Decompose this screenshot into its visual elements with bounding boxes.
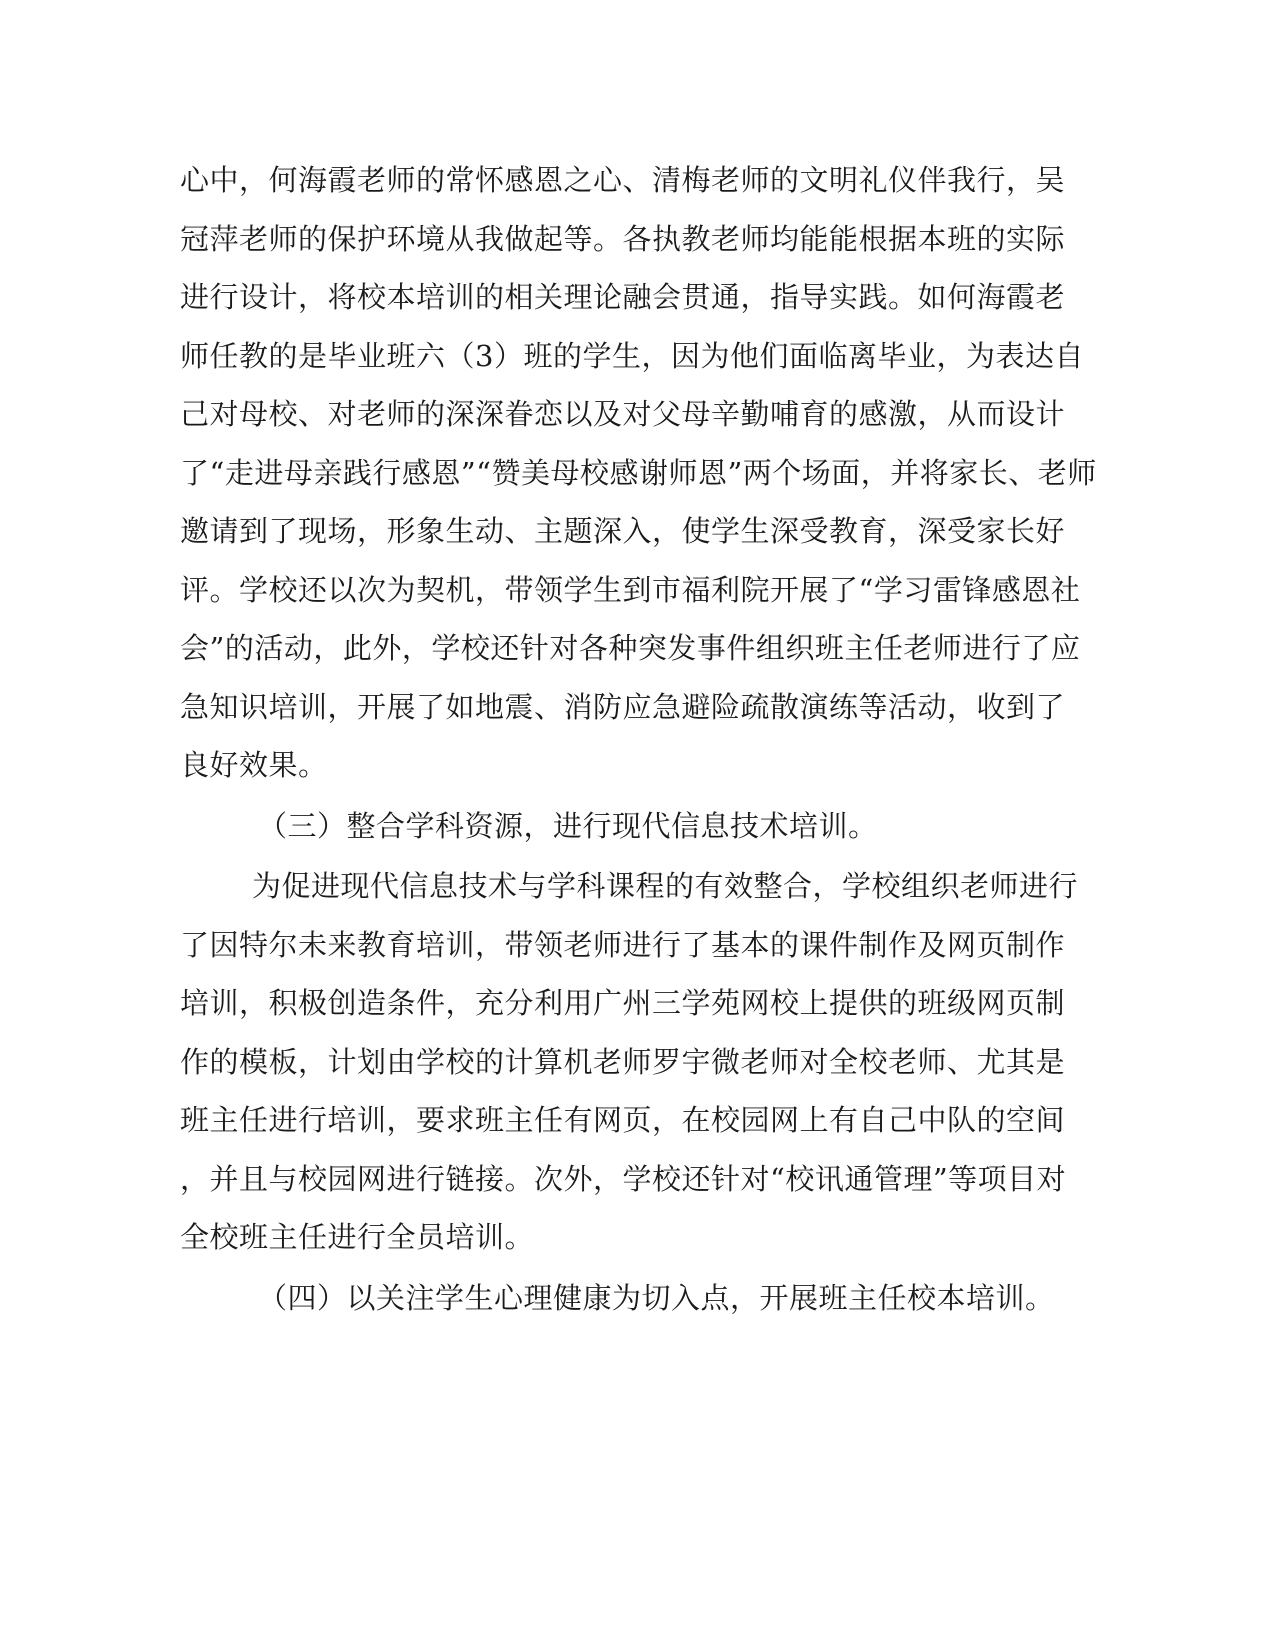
paragraph-line: 作的模板，计划由学校的计算机老师罗宇微老师对全校老师、尤其是	[180, 1045, 1066, 1079]
paragraph-line: 评。学校还以次为契机，带领学生到市福利院开展了“学习雷锋感恩社	[180, 573, 1081, 607]
paragraph-line: 心中，何海霞老师的常怀感恩之心、清梅老师的文明礼仪伴我行，吴	[180, 163, 1066, 197]
paragraph-line: 冠萍老师的保护环境从我做起等。各执教老师均能能根据本班的实际	[180, 222, 1066, 256]
paragraph-line: 邀请到了现场，形象生动、主题深入，使学生深受教育，深受家长好	[180, 514, 1066, 548]
paragraph-line: 己对母校、对老师的深深眷恋以及对父母辛勤哺育的感激，从而设计	[180, 397, 1066, 431]
paragraph-line: 急知识培训，开展了如地震、消防应急避险疏散演练等活动，收到了	[180, 690, 1066, 724]
paragraph-line: 全校班主任进行全员培训。	[180, 1220, 535, 1254]
paragraph-line: 培训，积极创造条件，充分利用广州三学苑网校上提供的班级网页制	[180, 986, 1066, 1020]
paragraph-line: 班主任进行培训，要求班主任有网页，在校园网上有自己中队的空间	[180, 1103, 1066, 1137]
paragraph-line: 为促进现代信息技术与学科课程的有效整合，学校组织老师进行	[252, 869, 1079, 903]
section-heading-4: （四）以关注学生心理健康为切入点，开展班主任校本培训。	[258, 1281, 1055, 1315]
paragraph-line: 会”的活动，此外，学校还针对各种突发事件组织班主任老师进行了应	[180, 631, 1081, 665]
paragraph-line: 了因特尔未来教育培训，带领老师进行了基本的课件制作及网页制作	[180, 928, 1066, 962]
paragraph-line: 良好效果。	[180, 748, 328, 782]
section-heading-3: （三）整合学科资源，进行现代信息技术培训。	[258, 809, 878, 843]
paragraph-line: ，并且与校园网进行链接。次外，学校还针对“校讯通管理”等项目对	[180, 1162, 1067, 1196]
paragraph-line: 进行设计，将校本培训的相关理论融会贯通，指导实践。如何海霞老	[180, 280, 1066, 314]
paragraph-line: 师任教的是毕业班六（3）班的学生，因为他们面临离毕业，为表达自	[180, 339, 1084, 373]
paragraph-line: 了“走进母亲践行感恩”“赞美母校感谢师恩”两个场面，并将家长、老师	[180, 456, 1097, 490]
